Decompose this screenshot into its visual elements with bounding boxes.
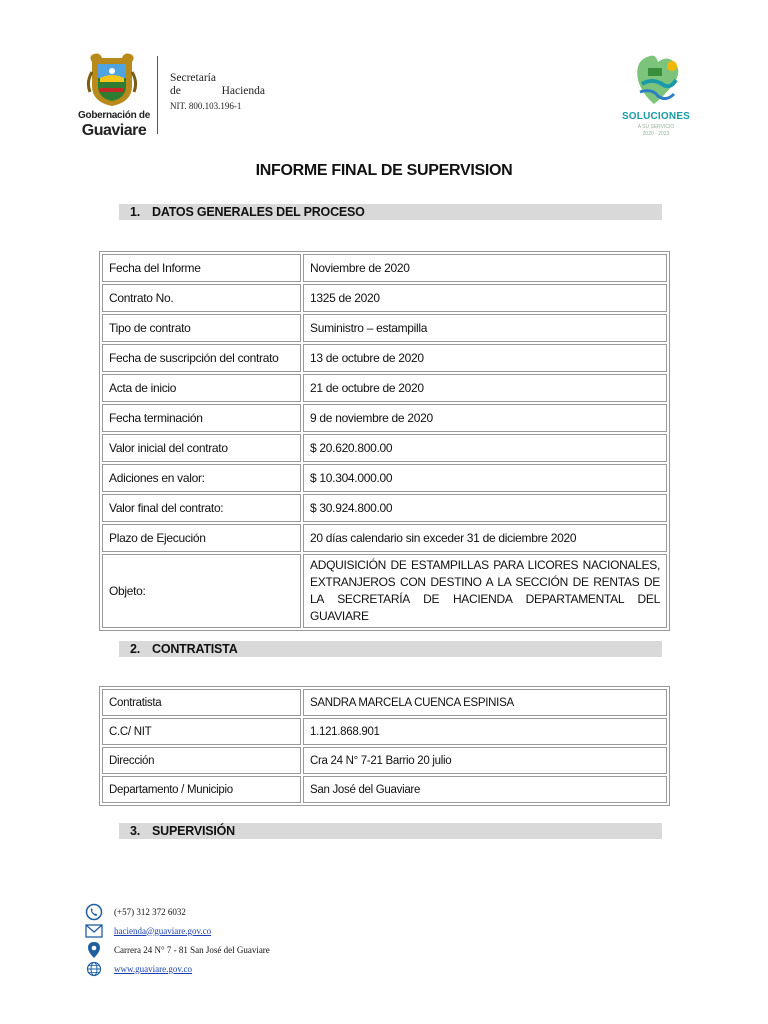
hacienda-label: Hacienda	[221, 85, 265, 97]
row-value: $ 30.924.800.00	[303, 494, 667, 522]
table-row	[102, 464, 667, 492]
de-hacienda-line	[170, 85, 265, 98]
row-value: 21 de octubre de 2020	[303, 374, 667, 402]
table-row	[102, 344, 667, 372]
contratista-table	[99, 686, 670, 806]
footer-email-row	[84, 921, 384, 940]
row-value: Cra 24 N° 7-21 Barrio 20 julio	[303, 747, 667, 774]
gov-label-small: Gobernación de	[78, 110, 150, 121]
row-key: Adiciones en valor:	[102, 464, 301, 492]
table-row	[102, 284, 667, 312]
document-title: INFORME FINAL DE SUPERVISION	[255, 162, 513, 179]
section-header-contratista	[119, 641, 662, 657]
envelope-icon	[84, 922, 104, 940]
section-label: CONTRATISTA	[152, 642, 238, 656]
row-value: Noviembre de 2020	[303, 254, 667, 282]
nit-label: NIT. 800.103.196-1	[170, 101, 242, 111]
row-value: Suministro – estampilla	[303, 314, 667, 342]
location-pin-icon	[84, 941, 104, 959]
row-key: Contratista	[102, 689, 301, 716]
row-key: Fecha del Informe	[102, 254, 301, 282]
secretaria-block	[170, 72, 265, 111]
row-value: 1325 de 2020	[303, 284, 667, 312]
row-value: 20 días calendario sin exceder 31 de diciembre 2020	[303, 524, 667, 552]
section-header-supervision	[119, 823, 662, 839]
secretaria-label: Secretaría	[170, 72, 216, 84]
row-key: Plazo de Ejecución	[102, 524, 301, 552]
section-number: 3.	[130, 824, 141, 838]
row-value: ADQUISICIÓN DE ESTAMPILLAS PARA LICORES NACIONALES, EXTRANJEROS CON DESTINO A LA SECCIÓN DE RENTAS DE LA SECRETARÍA DE HACIENDA DEPARTAMENTAL DEL GUAVIARE	[303, 554, 667, 628]
soluciones-subtitle: A SU SERVICIO	[637, 124, 675, 130]
table-row	[102, 254, 667, 282]
table-row	[102, 494, 667, 522]
row-key: Objeto:	[102, 554, 301, 628]
footer-phone-row	[84, 902, 384, 921]
footer-address-row	[84, 940, 384, 959]
row-key: Fecha terminación	[102, 404, 301, 432]
row-value: San José del Guaviare	[303, 776, 667, 803]
globe-icon	[84, 960, 104, 978]
section-number: 2.	[130, 642, 141, 656]
coat-of-arms-icon	[86, 52, 138, 108]
soluciones-emblem-icon	[628, 50, 684, 108]
section-label: DATOS GENERALES DEL PROCESO	[152, 205, 365, 219]
section-header-datos-generales	[119, 204, 662, 220]
row-key: Acta de inicio	[102, 374, 301, 402]
row-value: $ 10.304.000.00	[303, 464, 667, 492]
footer-web-link[interactable]: www.guaviare.gov.co	[114, 963, 193, 974]
page-footer	[84, 902, 384, 978]
gobernacion-logo	[74, 52, 154, 142]
table-row	[102, 554, 667, 628]
de-label: de	[170, 85, 181, 97]
section-number: 1.	[130, 205, 141, 219]
table-row	[102, 776, 667, 803]
footer-email-link[interactable]: hacienda@guaviare.gov.co	[114, 925, 212, 936]
row-key: Dirección	[102, 747, 301, 774]
row-value: 1.121.868.901	[303, 718, 667, 745]
footer-web-row	[84, 959, 384, 978]
gov-label-big: Guaviare	[81, 122, 147, 139]
row-key: Valor final del contrato:	[102, 494, 301, 522]
row-key: Contrato No.	[102, 284, 301, 312]
page-header	[0, 0, 768, 150]
footer-address: Carrera 24 N° 7 - 81 San José del Guaviare	[114, 944, 270, 955]
table-row	[102, 747, 667, 774]
row-key: Valor inicial del contrato	[102, 434, 301, 462]
row-key: Departamento / Municipio	[102, 776, 301, 803]
row-value: 13 de octubre de 2020	[303, 344, 667, 372]
header-divider	[157, 56, 158, 134]
table-row	[102, 314, 667, 342]
soluciones-years: 2020 - 2023	[642, 131, 670, 137]
row-key: Tipo de contrato	[102, 314, 301, 342]
table-row	[102, 718, 667, 745]
section-label: SUPERVISIÓN	[152, 824, 236, 838]
phone-icon	[84, 903, 104, 921]
soluciones-logo	[616, 50, 696, 142]
footer-phone: (+57) 312 372 6032	[114, 906, 186, 917]
row-value: 9 de noviembre de 2020	[303, 404, 667, 432]
table-row	[102, 404, 667, 432]
table-row	[102, 374, 667, 402]
row-key: Fecha de suscripción del contrato	[102, 344, 301, 372]
row-value: SANDRA MARCELA CUENCA ESPINISA	[303, 689, 667, 716]
table-row	[102, 434, 667, 462]
datos-generales-table	[99, 251, 670, 631]
row-value: $ 20.620.800.00	[303, 434, 667, 462]
row-key: C.C/ NIT	[102, 718, 301, 745]
table-row	[102, 689, 667, 716]
soluciones-title: SOLUCIONES	[621, 111, 691, 122]
table-row	[102, 524, 667, 552]
